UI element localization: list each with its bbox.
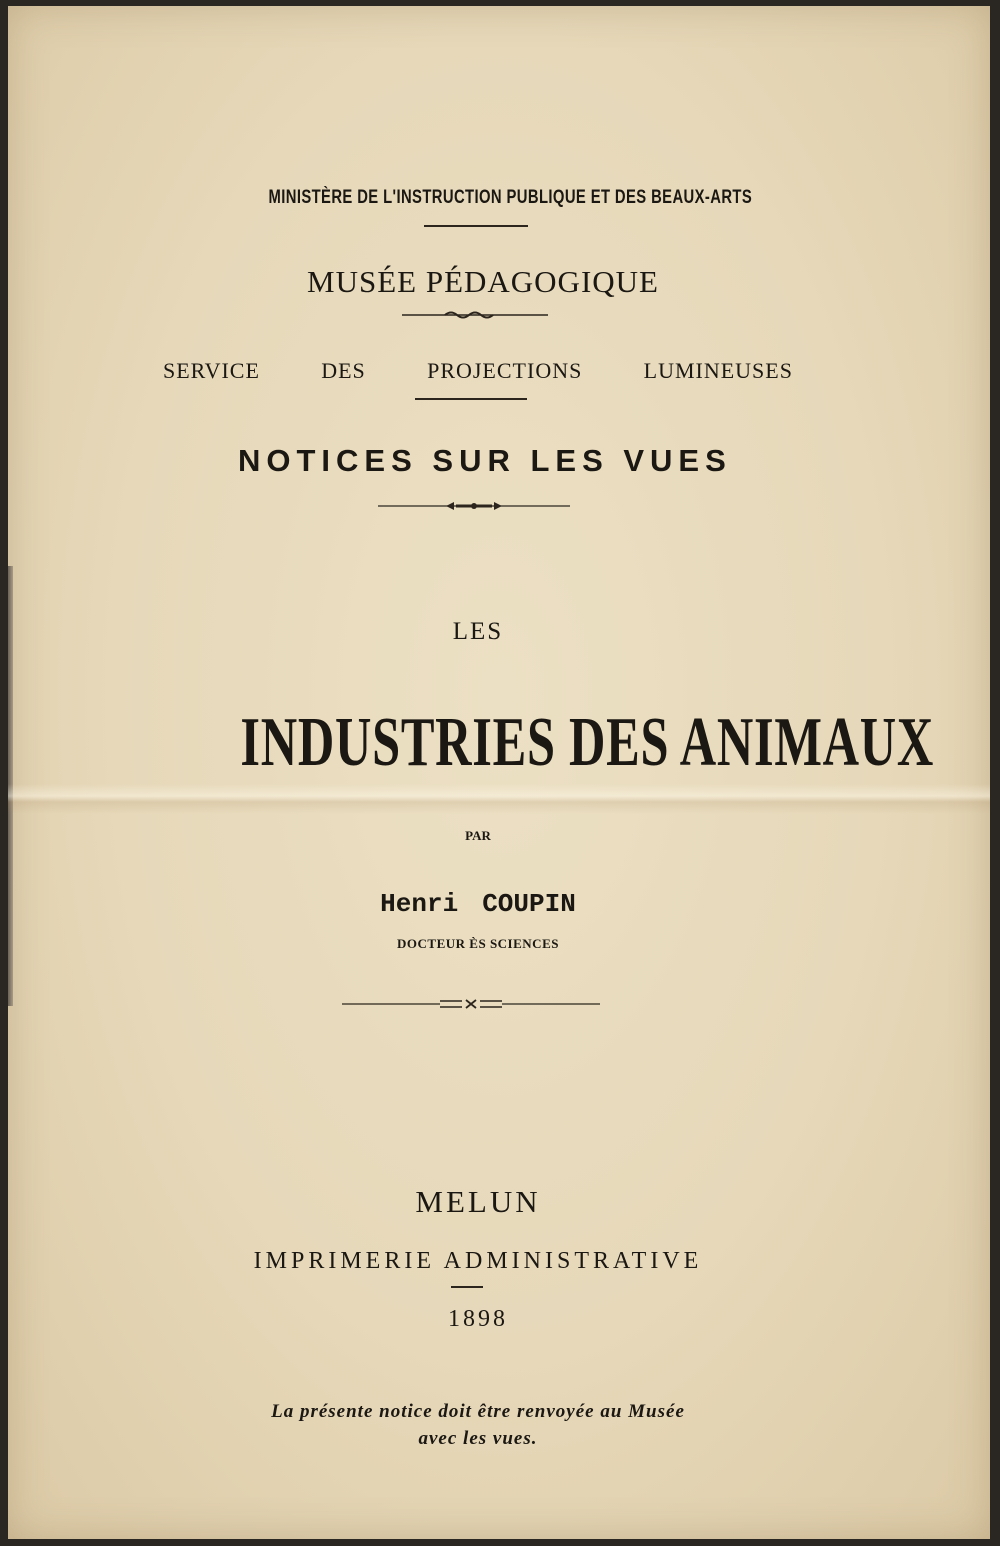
publication-city: MELUN <box>415 1184 541 1219</box>
service-word: PROJECTIONS <box>427 358 583 383</box>
book-title: INDUSTRIES DES ANIMAUX <box>240 704 934 781</box>
title-page <box>8 6 990 1539</box>
author-first-name: Henri <box>380 889 459 919</box>
service-word: LUMINEUSES <box>643 358 793 383</box>
by-label: PAR <box>465 828 491 843</box>
publication-year: 1898 <box>448 1306 508 1332</box>
museum-heading: MUSÉE PÉDAGOGIQUE <box>307 264 659 299</box>
scroll-ornament <box>400 308 550 322</box>
service-word: DES <box>321 358 366 383</box>
ministry-heading: MINISTÈRE DE L'INSTRUCTION PUBLIQUE ET DES BEAUX-ARTS <box>268 187 753 208</box>
return-notice-line: avec les vues. <box>418 1428 538 1449</box>
service-heading <box>163 358 793 384</box>
printer-name: IMPRIMERIE ADMINISTRATIVE <box>253 1248 703 1274</box>
return-notice <box>148 1398 808 1452</box>
author-degree: DOCTEUR ÈS SCIENCES <box>397 936 559 951</box>
divider-rule <box>415 398 527 400</box>
return-notice-line: La présente notice doit être renvoyée au Musée <box>271 1401 685 1422</box>
divider-rule <box>424 225 528 227</box>
title-prefix: LES <box>452 618 504 645</box>
author-last-name: COUPIN <box>482 889 576 919</box>
author-name <box>308 889 648 919</box>
arrow-ornament <box>376 499 572 513</box>
page-fold <box>8 784 990 814</box>
service-word: SERVICE <box>163 358 260 383</box>
cross-ornament <box>340 997 602 1011</box>
short-rule <box>451 1286 483 1288</box>
notices-heading: NOTICES SUR LES VUES <box>238 443 732 478</box>
